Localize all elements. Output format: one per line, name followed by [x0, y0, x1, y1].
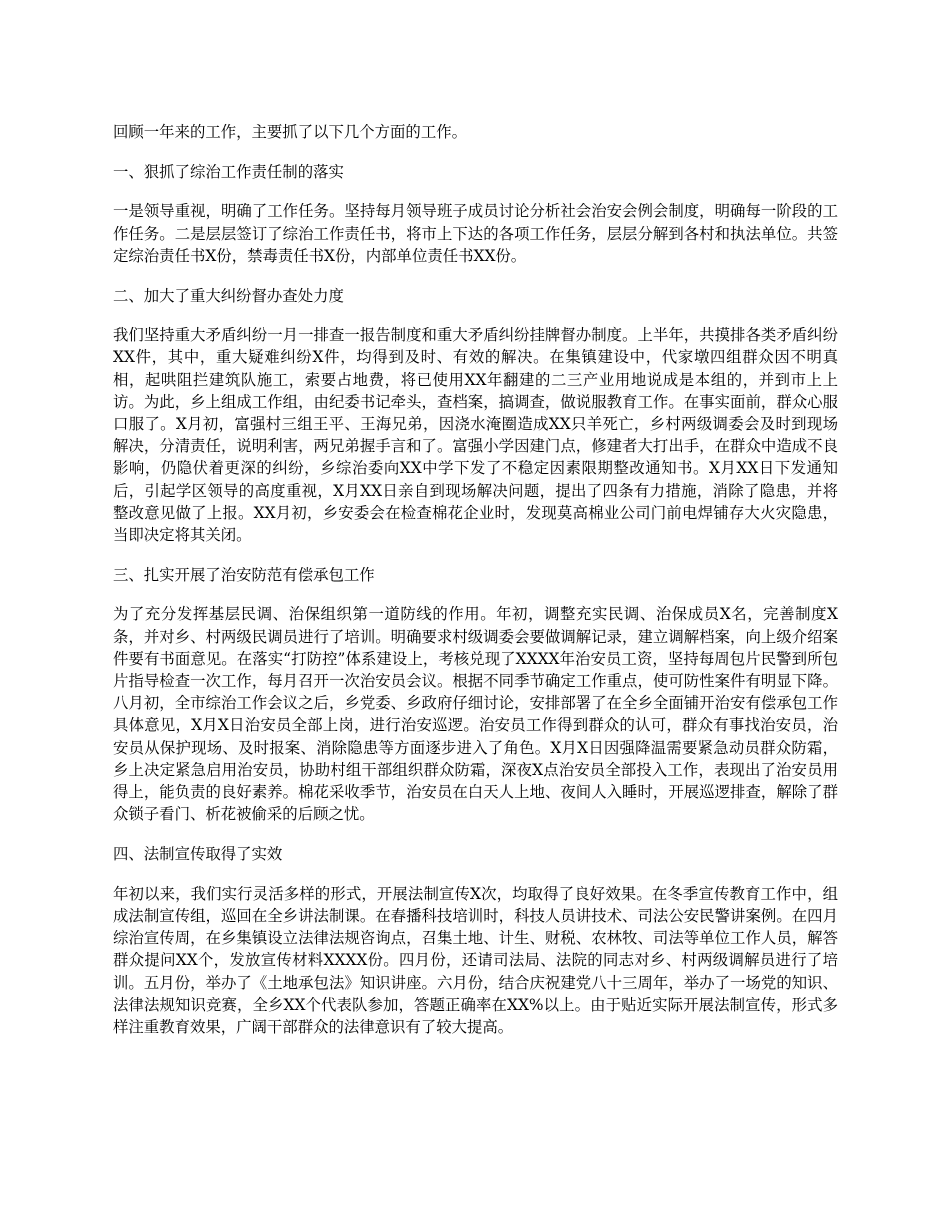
section-4-heading: 四、法制宣传取得了实效 [113, 844, 283, 863]
intro-paragraph: 回顾一年来的工作，主要抓了以下几个方面的工作。 [113, 123, 467, 141]
document-page [113, 121, 838, 1056]
section-3-heading: 三、扎实开展了治安防范有偿承包工作 [113, 565, 375, 584]
section-2-body: 我们坚持重大矛盾纠纷一月一排查一报告制度和重大矛盾纠纷挂牌督办制度。上半年，共摸排各类矛盾纠纷XX件，其中，重大疑难纠纷X件，均得到及时、有效的解决。在集镇建设中，代家墩四组群众因不明真相，起哄阻拦建筑队施工，索要占地费，将已使用XX年翻建的二三产业用地说成是本组的，并到市上上访。为此，乡上组成工作组，由纪委书记牵头，查档案，搞调查，做说服教育工作。在事实面前，群众心服口服了。X月初，富强村三组王平、王海兄弟，因浇水淹圈造成XX只羊死亡，乡村两级调委会及时到现场解决，分清责任，说明利害，两兄弟握手言和了。富强小学因建门点，修建者大打出手，在群众中造成不良影响，仍隐伏着更深的纠纷，乡综治委向XX中学下发了不稳定因素限期整改通知书。X月XX日下发通知后，引起学区领导的高度重视，X月XX日亲自到现场解决问题，提出了四条有力措施，消除了隐患，并将整改意见做了上报。XX月初，乡安委会在检查棉花企业时，发现莫高棉业公司门前电焊铺存大火灾隐患，当即决定将其关闭。 [113, 326, 838, 545]
section-1-body: 一是领导重视，明确了工作任务。坚持每月领导班子成员讨论分析社会治安会例会制度，明确每一阶段的工作任务。二是层层签订了综治工作责任书，将市上下达的各项工作任务，层层分解到各村和执法单位。共签定综治责任书X份，禁毒责任书X份，内部单位责任书XX份。 [113, 202, 838, 265]
section-4-body: 年初以来，我们实行灵活多样的形式，开展法制宣传X次，均取得了良好效果。在冬季宣传教育工作中，组成法制宣传组，巡回在全乡讲法制课。在春播科技培训时，科技人员讲技术、司法公安民警讲案例。在四月综治宣传周，在乡集镇设立法律法规咨询点，召集土地、计生、财税、农林牧、司法等单位工作人员，解答群众提问XX个，发放宣传材料XXXX份。四月份，还请司法局、法院的同志对乡、村两级调解员进行了培训。五月份，举办了《土地承包法》知识讲座。六月份，结合庆祝建党八十三周年，举办了一场党的知识、法律法规知识竞赛，全乡XX个代表队参加，答题正确率在XX%以上。由于贴近实际开展法制宣传，形式多样注重教育效果，广阔干部群众的法律意识有了较大提高。 [113, 884, 838, 1036]
section-2-heading: 二、加大了重大纠纷督办查处力度 [113, 286, 344, 305]
section-1-heading: 一、狠抓了综治工作责任制的落实 [113, 162, 344, 181]
section-3-body: 为了充分发挥基层民调、治保组织第一道防线的作用。年初，调整充实民调、治保成员X名，完善制度X条，并对乡、村两级民调员进行了培训。明确要求村级调委会要做调解记录，建立调解档案，向上级介绍案件要有书面意见。在落实“打防控”体系建设上，考核兑现了XXXX年治安员工资，坚持每周包片民警到所包片指导检查一次工作，每月召开一次治安员会议。根据不同季节确定工作重点，使可防性案件有明显下降。八月初，全市综治工作会议之后，乡党委、乡政府仔细讨论，安排部署了在全乡全面铺开治安有偿承包工作具体意见，X月X日治安员全部上岗，进行治安巡逻。治安员工作得到群众的认可，群众有事找治安员，治安员从保护现场、及时报案、消除隐患等方面逐步进入了角色。X月X日因强降温需要紧急动员群众防霜，乡上决定紧急启用治安员，协助村组干部组织群众防霜，深夜X点治安员全部投入工作，表现出了治安员用得上，能负责的良好素养。棉花采收季节，治安员在白天人上地、夜间人入睡时，开展巡逻排查，解除了群众锁子看门、析花被偷采的后顾之忧。 [113, 605, 838, 824]
